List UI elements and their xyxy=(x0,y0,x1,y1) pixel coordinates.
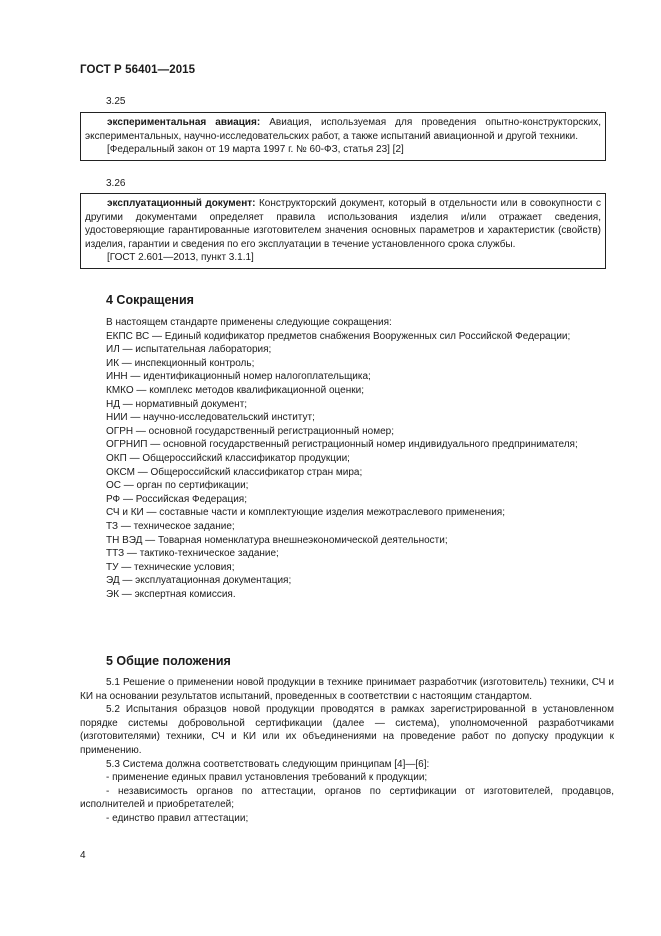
list-item: - применение единых правил установления требований к продукции; xyxy=(106,772,428,784)
list-item: ЕКПС ВС — Единый кодификатор предметов снабжения Вооруженных сил Российской Федерации; xyxy=(106,330,571,342)
list-item: ОГРНИП — основной государственный регистрационный номер индивидуального предпринимателя; xyxy=(106,439,578,451)
list-item: ИК — инспекционный контроль; xyxy=(106,357,255,369)
section-intro: В настоящем стандарте применены следующие сокращения: xyxy=(106,317,392,328)
document-header: ГОСТ Р 56401—2015 xyxy=(80,64,196,76)
term-box xyxy=(80,193,606,269)
list-item: ОКП — Общероссийский классификатор продукции; xyxy=(106,452,350,464)
list-item: ЭК — экспертная комиссия. xyxy=(106,588,236,600)
list-item: КМКО — комплекс методов квалификационной оценки; xyxy=(106,384,364,396)
term-number: 3.26 xyxy=(106,178,126,189)
list-item: РФ — Российская Федерация; xyxy=(106,493,248,505)
list-item: - единство правил аттестации; xyxy=(106,812,249,824)
list-item: ТН ВЭД — Товарная номенклатура внешнеэкономической деятельности; xyxy=(106,534,448,546)
term-text: Авиация, используемая для проведения опытно-конструкторских, экспериментальных, научно-исследовательских работ, а также испытаний авиационной и другой техники. xyxy=(85,117,601,142)
term-source: [Федеральный закон от 19 марта 1997 г. № 60-ФЗ, статья 23] [2] xyxy=(107,144,404,156)
term-definition xyxy=(85,197,601,251)
list-item: ТТЗ — тактико-техническое задание; xyxy=(106,548,279,560)
list-item: ИЛ — испытательная лаборатория; xyxy=(106,344,272,356)
section-heading: 5 Общие положения xyxy=(106,654,231,668)
list-item: ОГРН — основной государственный регистрационный номер; xyxy=(106,425,394,437)
general-provisions xyxy=(80,676,614,826)
list-item: ОС — орган по сертификации; xyxy=(106,480,249,492)
list-item: НИИ — научно-исследовательский институт; xyxy=(106,412,315,424)
list-item: НД — нормативный документ; xyxy=(106,398,248,410)
term-number: 3.25 xyxy=(106,96,126,107)
paragraph: 5.3 Система должна соответствовать следующим принципам [4]—[6]: xyxy=(106,758,430,770)
term-text: Конструкторский документ, который в отдельности или в совокупности с другими документами определяет правила использования изделия и/или отражает сведения, удостоверяющие гарантированные изготовителем значения основных параметров и характеристик (свойств) изделия, гарантии и сведения по его эксплуатации в течение установленного срока службы. xyxy=(85,198,601,250)
term-name: экспериментальная авиация: xyxy=(107,117,261,128)
term-definition xyxy=(85,116,601,143)
list-item: ТУ — технические условия; xyxy=(106,561,235,573)
page-number: 4 xyxy=(80,850,86,861)
paragraph: 5.1 Решение о применении новой продукции в технике принимает разработчик (изготовитель) техники, СЧ и КИ на основании результатов испытаний, проведенных в соответствии с настоящим стандартом. xyxy=(80,677,614,702)
term-name: эксплуатационный документ: xyxy=(107,198,256,209)
term-source: [ГОСТ 2.601—2013, пункт 3.1.1] xyxy=(107,252,254,264)
paragraph: 5.2 Испытания образцов новой продукции проводятся в рамках зарегистрированной в установленном порядке системы добровольной сертификации (далее — система), уполномоченной разработчиками (изготовителями) техники, СЧ и КИ или их объединениями на проведение работ по допуску продукции к применению. xyxy=(80,704,614,756)
list-item: ЭД — эксплуатационная документация; xyxy=(106,575,292,587)
list-item: СЧ и КИ — составные части и комплектующие изделия межотраслевого применения; xyxy=(106,507,505,519)
list-item: ТЗ — техническое задание; xyxy=(106,520,235,532)
term-box xyxy=(80,112,606,161)
list-item: ОКСМ — Общероссийский классификатор стран мира; xyxy=(106,466,363,478)
abbreviations-list xyxy=(80,316,614,601)
section-heading: 4 Сокращения xyxy=(106,293,194,307)
list-item: ИНН — идентификационный номер налогоплательщика; xyxy=(106,371,371,383)
list-item: - независимость органов по аттестации, органов по сертификации от изготовителей, продавцов, исполнителей и приобретателей; xyxy=(80,785,614,811)
